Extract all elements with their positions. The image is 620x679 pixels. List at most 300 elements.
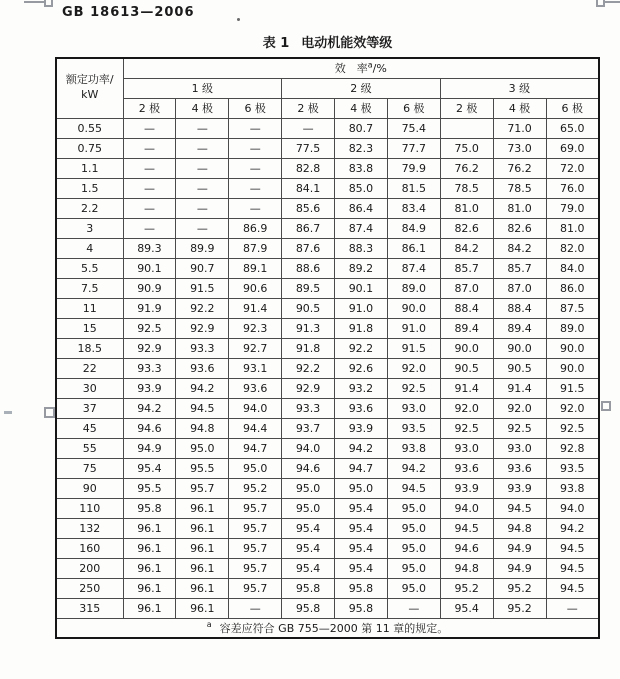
efficiency-cell: 93.6: [440, 458, 493, 478]
efficiency-cell: 90.0: [387, 298, 440, 318]
efficiency-cell: 83.8: [335, 158, 388, 178]
efficiency-cell: 92.8: [546, 438, 599, 458]
efficiency-cell: —: [123, 118, 176, 138]
efficiency-cell: 87.9: [229, 238, 282, 258]
efficiency-cell: 93.8: [387, 438, 440, 458]
efficiency-cell: 87.4: [335, 218, 388, 238]
power-cell: 132: [56, 518, 123, 538]
crop-mark-top-left-line: [24, 1, 46, 3]
efficiency-cell: 91.8: [335, 318, 388, 338]
efficiency-cell: 94.2: [176, 378, 229, 398]
col-header-g1-6pole: 6 极: [229, 98, 282, 118]
efficiency-cell: —: [123, 218, 176, 238]
efficiency-cell: 89.3: [123, 238, 176, 258]
efficiency-cell: —: [229, 138, 282, 158]
efficiency-cell: 73.0: [493, 138, 546, 158]
table-row: [56, 378, 599, 398]
table-row: [56, 198, 599, 218]
efficiency-cell: 95.0: [229, 458, 282, 478]
efficiency-cell: 96.1: [176, 498, 229, 518]
efficiency-cell: 94.0: [546, 498, 599, 518]
power-cell: 75: [56, 458, 123, 478]
efficiency-cell: 76.0: [546, 178, 599, 198]
power-cell: 15: [56, 318, 123, 338]
efficiency-cell: 76.2: [493, 158, 546, 178]
efficiency-cell: 95.8: [123, 498, 176, 518]
efficiency-cell: 92.0: [387, 358, 440, 378]
efficiency-cell: 94.5: [546, 578, 599, 598]
crop-mark-top-right-line: [604, 1, 620, 3]
efficiency-cell: 94.6: [123, 418, 176, 438]
efficiency-cell: 92.6: [335, 358, 388, 378]
power-cell: 22: [56, 358, 123, 378]
efficiency-cell: 82.8: [282, 158, 335, 178]
efficiency-cell: 95.2: [229, 478, 282, 498]
efficiency-cell: 89.9: [176, 238, 229, 258]
col-header-g2-6pole: 6 极: [387, 98, 440, 118]
efficiency-cell: —: [229, 198, 282, 218]
efficiency-cell: 81.0: [546, 218, 599, 238]
efficiency-cell: —: [123, 138, 176, 158]
efficiency-cell: 90.6: [229, 278, 282, 298]
footnote-row: [56, 618, 599, 638]
efficiency-cell: 91.4: [493, 378, 546, 398]
efficiency-cell: 90.7: [176, 258, 229, 278]
efficiency-cell: 94.9: [493, 558, 546, 578]
table-row: [56, 518, 599, 538]
crop-mark-left-square: [44, 407, 55, 418]
efficiency-cell: 93.5: [387, 418, 440, 438]
efficiency-cell: 92.7: [229, 338, 282, 358]
efficiency-cell: —: [176, 158, 229, 178]
efficiency-cell: 94.8: [176, 418, 229, 438]
table-row: [56, 158, 599, 178]
efficiency-cell: 88.6: [282, 258, 335, 278]
efficiency-cell: 90.0: [493, 338, 546, 358]
efficiency-cell: 94.0: [282, 438, 335, 458]
efficiency-cell: 93.0: [440, 438, 493, 458]
efficiency-cell: 93.0: [387, 398, 440, 418]
efficiency-cell: 94.5: [176, 398, 229, 418]
efficiency-cell: 96.1: [123, 598, 176, 618]
table-row: [56, 578, 599, 598]
scan-speck: [237, 18, 240, 21]
efficiency-cell: 95.0: [387, 578, 440, 598]
efficiency-cell: 93.7: [282, 418, 335, 438]
efficiency-cell: 95.7: [229, 538, 282, 558]
table-row: [56, 338, 599, 358]
power-cell: 0.55: [56, 118, 123, 138]
efficiency-cell: 92.5: [123, 318, 176, 338]
efficiency-cell: 85.7: [493, 258, 546, 278]
efficiency-cell: 90.5: [493, 358, 546, 378]
efficiency-cell: 84.1: [282, 178, 335, 198]
efficiency-cell: 93.5: [546, 458, 599, 478]
efficiency-table: [55, 57, 600, 639]
efficiency-cell: 95.0: [176, 438, 229, 458]
efficiency-cell: 72.0: [546, 158, 599, 178]
efficiency-cell: 93.2: [335, 378, 388, 398]
efficiency-cell: 92.9: [123, 338, 176, 358]
efficiency-cell: 94.0: [440, 498, 493, 518]
efficiency-cell: 86.4: [335, 198, 388, 218]
power-cell: 90: [56, 478, 123, 498]
efficiency-cell: 92.0: [546, 398, 599, 418]
efficiency-cell: 95.4: [440, 598, 493, 618]
efficiency-cell: 81.0: [493, 198, 546, 218]
efficiency-cell: 93.6: [335, 398, 388, 418]
efficiency-cell: 95.0: [335, 478, 388, 498]
efficiency-cell: 95.0: [387, 538, 440, 558]
table-row: [56, 118, 599, 138]
col-header-grade-3: 3 级: [440, 78, 599, 98]
efficiency-cell: 92.2: [176, 298, 229, 318]
efficiency-cell: 81.0: [440, 198, 493, 218]
efficiency-cell: 93.9: [493, 478, 546, 498]
efficiency-cell: 95.4: [335, 518, 388, 538]
efficiency-cell: —: [176, 198, 229, 218]
efficiency-cell: 94.2: [123, 398, 176, 418]
efficiency-cell: 71.0: [493, 118, 546, 138]
efficiency-cell: 95.0: [387, 558, 440, 578]
efficiency-cell: 96.1: [176, 558, 229, 578]
efficiency-cell: 96.1: [123, 518, 176, 538]
crop-mark-right-square: [601, 401, 611, 411]
table-caption-title: 电动机能效等级: [301, 36, 393, 51]
efficiency-cell: 94.0: [229, 398, 282, 418]
efficiency-cell: 85.6: [282, 198, 335, 218]
efficiency-cell: 93.8: [546, 478, 599, 498]
efficiency-cell: 85.0: [335, 178, 388, 198]
efficiency-cell: 91.5: [176, 278, 229, 298]
efficiency-cell: 92.2: [282, 358, 335, 378]
efficiency-cell: 94.9: [123, 438, 176, 458]
efficiency-cell: 92.9: [282, 378, 335, 398]
efficiency-cell: 93.9: [335, 418, 388, 438]
efficiency-cell: 95.0: [282, 498, 335, 518]
efficiency-cell: 95.7: [176, 478, 229, 498]
efficiency-cell: 82.3: [335, 138, 388, 158]
efficiency-cell: 92.3: [229, 318, 282, 338]
efficiency-cell: 94.5: [387, 478, 440, 498]
col-header-grade-2: 2 级: [282, 78, 441, 98]
power-cell: 45: [56, 418, 123, 438]
efficiency-cell: 90.1: [335, 278, 388, 298]
table-row: [56, 418, 599, 438]
table-row: [56, 458, 599, 478]
efficiency-cell: 84.9: [387, 218, 440, 238]
table-row: [56, 218, 599, 238]
efficiency-cell: 95.0: [282, 478, 335, 498]
efficiency-cell: —: [123, 198, 176, 218]
efficiency-cell: 92.0: [493, 398, 546, 418]
power-cell: 18.5: [56, 338, 123, 358]
col-header-g1-4pole: 4 极: [176, 98, 229, 118]
table-row: [56, 238, 599, 258]
power-cell: 160: [56, 538, 123, 558]
table-row: [56, 138, 599, 158]
efficiency-cell: 95.7: [229, 578, 282, 598]
efficiency-cell: —: [176, 178, 229, 198]
efficiency-cell: —: [229, 118, 282, 138]
crop-mark-top-left-square: [44, 0, 53, 7]
col-header-g3-4pole: 4 极: [493, 98, 546, 118]
efficiency-cell: 89.1: [229, 258, 282, 278]
power-cell: 37: [56, 398, 123, 418]
efficiency-cell: 95.2: [493, 578, 546, 598]
efficiency-cell: 91.3: [282, 318, 335, 338]
table-row: [56, 178, 599, 198]
efficiency-cell: 86.0: [546, 278, 599, 298]
efficiency-cell: 87.0: [440, 278, 493, 298]
table-row: [56, 278, 599, 298]
table-row: [56, 318, 599, 338]
power-cell: 5.5: [56, 258, 123, 278]
power-cell: 3: [56, 218, 123, 238]
efficiency-cell: 93.6: [176, 358, 229, 378]
efficiency-cell: 65.0: [546, 118, 599, 138]
col-header-efficiency: [123, 58, 599, 78]
efficiency-cell: 96.1: [123, 578, 176, 598]
power-cell: 7.5: [56, 278, 123, 298]
efficiency-cell: 91.0: [387, 318, 440, 338]
efficiency-cell: 94.5: [546, 538, 599, 558]
efficiency-cell: 94.8: [493, 518, 546, 538]
efficiency-cell: 95.8: [335, 578, 388, 598]
efficiency-cell: 90.5: [440, 358, 493, 378]
col-header-g3-2pole: 2 极: [440, 98, 493, 118]
efficiency-cell: 77.7: [387, 138, 440, 158]
efficiency-cell: 95.7: [229, 558, 282, 578]
efficiency-cell: 81.5: [387, 178, 440, 198]
power-cell: 4: [56, 238, 123, 258]
efficiency-cell: 95.8: [282, 578, 335, 598]
efficiency-cell: 95.4: [335, 538, 388, 558]
efficiency-cell: 95.8: [335, 598, 388, 618]
efficiency-cell: 80.7: [335, 118, 388, 138]
table-row: [56, 358, 599, 378]
efficiency-cell: —: [387, 598, 440, 618]
efficiency-cell: 96.1: [176, 578, 229, 598]
efficiency-cell: 94.2: [387, 458, 440, 478]
table-caption-prefix: 表 1: [262, 36, 290, 51]
efficiency-cell: 79.0: [546, 198, 599, 218]
efficiency-cell: 77.5: [282, 138, 335, 158]
col-header-g1-2pole: 2 极: [123, 98, 176, 118]
efficiency-cell: 91.8: [282, 338, 335, 358]
efficiency-cell: 94.6: [282, 458, 335, 478]
efficiency-cell: —: [546, 598, 599, 618]
efficiency-cell: 86.7: [282, 218, 335, 238]
efficiency-cell: 75.4: [387, 118, 440, 138]
efficiency-cell: —: [176, 138, 229, 158]
efficiency-cell: 90.5: [282, 298, 335, 318]
efficiency-cell: 86.1: [387, 238, 440, 258]
efficiency-cell: 96.1: [176, 598, 229, 618]
efficiency-cell: 94.2: [335, 438, 388, 458]
efficiency-cell: 78.5: [440, 178, 493, 198]
efficiency-cell: 85.7: [440, 258, 493, 278]
efficiency-cell: 93.1: [229, 358, 282, 378]
efficiency-cell: 96.1: [176, 538, 229, 558]
efficiency-cell: 92.5: [440, 418, 493, 438]
efficiency-cell: 93.9: [440, 478, 493, 498]
edge-smudge-left: [4, 411, 12, 414]
efficiency-cell: 95.5: [123, 478, 176, 498]
rated-power-line2: kW: [81, 88, 99, 102]
efficiency-cell: 83.4: [387, 198, 440, 218]
efficiency-cell: 94.9: [493, 538, 546, 558]
power-cell: 250: [56, 578, 123, 598]
efficiency-cell: 95.0: [387, 498, 440, 518]
efficiency-cell: —: [123, 158, 176, 178]
power-cell: 1.5: [56, 178, 123, 198]
efficiency-cell: 95.0: [387, 518, 440, 538]
power-cell: 110: [56, 498, 123, 518]
table-row: [56, 478, 599, 498]
col-header-rated-power: [56, 58, 123, 118]
efficiency-cell: 92.5: [546, 418, 599, 438]
efficiency-cell: 94.7: [335, 458, 388, 478]
table-row: [56, 398, 599, 418]
efficiency-label: 效 率: [334, 62, 368, 76]
efficiency-cell: —: [229, 178, 282, 198]
efficiency-cell: 96.1: [123, 558, 176, 578]
efficiency-cell: 89.4: [440, 318, 493, 338]
header-row-efficiency: [56, 58, 599, 78]
efficiency-cell: 95.2: [440, 578, 493, 598]
efficiency-cell: 76.2: [440, 158, 493, 178]
efficiency-cell: 90.0: [546, 358, 599, 378]
col-header-grade-1: 1 级: [123, 78, 282, 98]
efficiency-cell: 94.2: [546, 518, 599, 538]
efficiency-cell: 95.4: [123, 458, 176, 478]
efficiency-cell: 94.4: [229, 418, 282, 438]
efficiency-cell: 96.1: [123, 538, 176, 558]
efficiency-cell: 87.5: [546, 298, 599, 318]
power-cell: 200: [56, 558, 123, 578]
efficiency-cell: —: [229, 598, 282, 618]
efficiency-cell: 90.1: [123, 258, 176, 278]
efficiency-cell: 91.4: [440, 378, 493, 398]
efficiency-cell: 84.0: [546, 258, 599, 278]
efficiency-cell: 89.0: [387, 278, 440, 298]
power-cell: 315: [56, 598, 123, 618]
efficiency-cell: 93.3: [176, 338, 229, 358]
efficiency-cell: 94.7: [229, 438, 282, 458]
efficiency-cell: 87.6: [282, 238, 335, 258]
efficiency-cell: —: [229, 158, 282, 178]
power-cell: 2.2: [56, 198, 123, 218]
footnote-marker: a: [206, 620, 212, 630]
efficiency-cell: 95.7: [229, 518, 282, 538]
efficiency-cell: 94.8: [440, 558, 493, 578]
efficiency-cell: 95.8: [282, 598, 335, 618]
efficiency-cell: 90.0: [440, 338, 493, 358]
efficiency-cell: 96.1: [176, 518, 229, 538]
efficiency-cell: 78.5: [493, 178, 546, 198]
efficiency-cell: 93.6: [493, 458, 546, 478]
table-row: [56, 498, 599, 518]
efficiency-unit: /%: [372, 62, 387, 76]
power-cell: 11: [56, 298, 123, 318]
efficiency-cell: 86.9: [229, 218, 282, 238]
efficiency-cell: 84.2: [493, 238, 546, 258]
efficiency-cell: 95.5: [176, 458, 229, 478]
efficiency-cell: 82.6: [440, 218, 493, 238]
header-row-poles: [56, 98, 599, 118]
efficiency-cell: 87.0: [493, 278, 546, 298]
efficiency-cell: 91.5: [546, 378, 599, 398]
efficiency-cell: 95.4: [335, 498, 388, 518]
efficiency-cell: 95.4: [282, 538, 335, 558]
efficiency-cell: 82.0: [546, 238, 599, 258]
efficiency-cell: 89.4: [493, 318, 546, 338]
efficiency-cell: 89.2: [335, 258, 388, 278]
efficiency-cell: —: [282, 118, 335, 138]
col-header-g2-4pole: 4 极: [335, 98, 388, 118]
efficiency-cell: —: [176, 218, 229, 238]
power-cell: 1.1: [56, 158, 123, 178]
efficiency-cell: 90.9: [123, 278, 176, 298]
table-row: [56, 438, 599, 458]
standard-number: GB 18613—2006: [62, 5, 195, 20]
efficiency-cell: 94.5: [440, 518, 493, 538]
efficiency-cell: 90.0: [546, 338, 599, 358]
efficiency-cell: 87.4: [387, 258, 440, 278]
efficiency-cell: —: [176, 118, 229, 138]
efficiency-cell: 92.5: [387, 378, 440, 398]
col-header-g2-2pole: 2 极: [282, 98, 335, 118]
rated-power-line1: 额定功率/: [65, 73, 114, 87]
efficiency-cell: 93.0: [493, 438, 546, 458]
table-footnote: [56, 618, 599, 638]
header-row-grades: [56, 78, 599, 98]
efficiency-cell: 92.9: [176, 318, 229, 338]
efficiency-cell: 79.9: [387, 158, 440, 178]
efficiency-cell: 89.5: [282, 278, 335, 298]
efficiency-cell: 95.4: [282, 558, 335, 578]
efficiency-cell: 91.4: [229, 298, 282, 318]
efficiency-cell: 93.9: [123, 378, 176, 398]
efficiency-cell: 93.3: [123, 358, 176, 378]
efficiency-cell: 94.6: [440, 538, 493, 558]
efficiency-cell: 95.4: [282, 518, 335, 538]
power-cell: 55: [56, 438, 123, 458]
efficiency-cell: 82.6: [493, 218, 546, 238]
efficiency-cell: 93.3: [282, 398, 335, 418]
efficiency-cell: 92.5: [493, 418, 546, 438]
efficiency-cell: 91.9: [123, 298, 176, 318]
efficiency-cell: 88.4: [440, 298, 493, 318]
power-cell: 0.75: [56, 138, 123, 158]
efficiency-cell: 95.4: [335, 558, 388, 578]
efficiency-cell: [440, 118, 493, 138]
efficiency-cell: —: [123, 178, 176, 198]
efficiency-footnote-marker: a: [367, 60, 373, 70]
efficiency-cell: 89.0: [546, 318, 599, 338]
efficiency-cell: 93.6: [229, 378, 282, 398]
table-row: [56, 298, 599, 318]
table-caption: [55, 32, 600, 51]
table-row: [56, 558, 599, 578]
efficiency-cell: 75.0: [440, 138, 493, 158]
efficiency-cell: 69.0: [546, 138, 599, 158]
efficiency-cell: 95.2: [493, 598, 546, 618]
efficiency-cell: 92.0: [440, 398, 493, 418]
efficiency-cell: 95.7: [229, 498, 282, 518]
power-cell: 30: [56, 378, 123, 398]
